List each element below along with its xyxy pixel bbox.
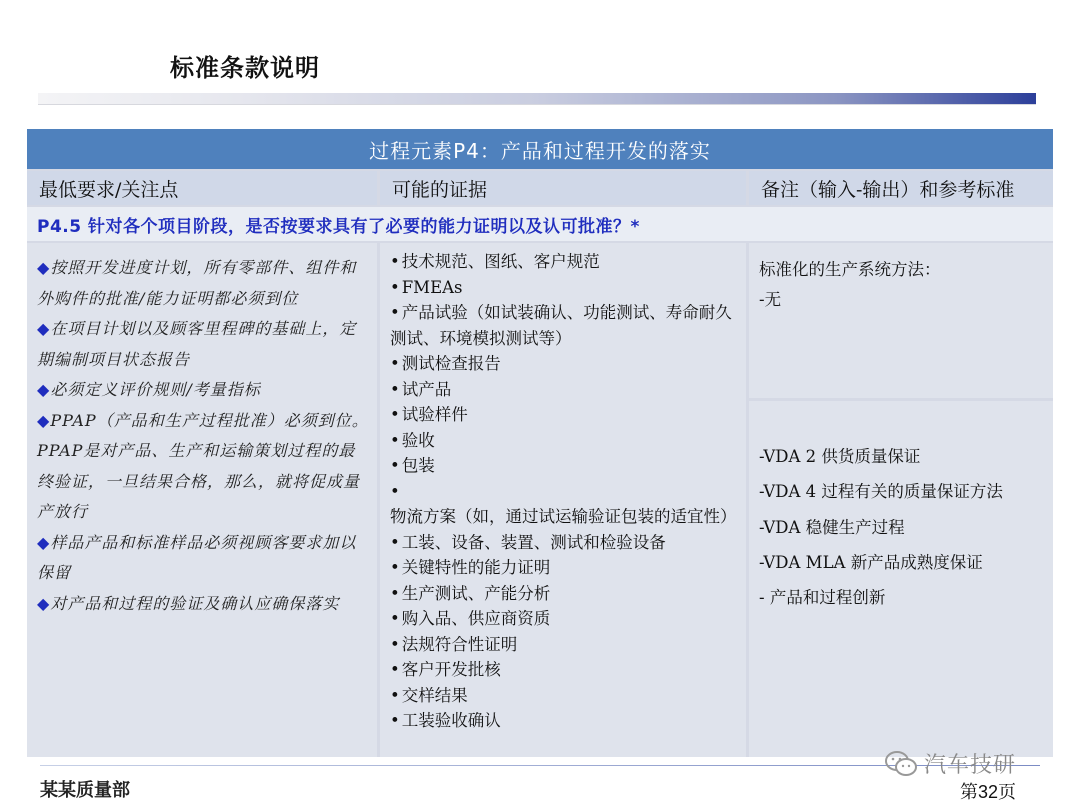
header-evidence: 可能的证据 [380, 171, 746, 205]
title-underline [38, 93, 1036, 105]
list-item: • 试验样件 [390, 405, 468, 424]
list-item: ◆必须定义评价规则/考量指标 [37, 380, 261, 399]
diamond-bullet-icon: ◆ [37, 410, 51, 430]
list-item: - 产品和过程创新 [759, 588, 886, 608]
evidence-cell [380, 243, 746, 757]
diamond-bullet-icon: ◆ [37, 593, 51, 613]
watermark-text: 汽车技研 [924, 753, 1017, 778]
list-item: • 试产品 [390, 379, 452, 399]
header-focus-points: 最低要求/关注点 [27, 171, 377, 205]
footer-department: 某某质量部 [40, 780, 130, 801]
list-item: • 交样结果 [390, 685, 468, 705]
list-item: • 技术规范、图纸、客户规范 [390, 252, 600, 271]
list-item: ◆样品产品和标准样品必须视顾客要求加以保留 [37, 532, 357, 582]
requirement-row: P4.5 针对各个项目阶段，是否按要求具有了必要的能力证明以及认可批准？* [27, 207, 1053, 241]
list-item: •物流方案（如，通过试运输验证包装的适宜性） [390, 481, 737, 526]
list-item: -VDA 2 供货质量保证 [759, 447, 921, 466]
list-item: • 关键特性的能力证明 [390, 558, 551, 577]
list-item: • 客户开发批核 [390, 660, 501, 679]
list-item: • FMEAs [390, 277, 463, 297]
list-item: • 生产测试、产能分析 [390, 583, 551, 603]
notes-line: -无 [759, 290, 782, 309]
list-item: ◆在项目计划以及顾客里程碑的基础上，定期编制项目状态报告 [37, 319, 357, 369]
list-item: • 法规符合性证明 [390, 634, 518, 654]
diamond-bullet-icon: ◆ [37, 258, 51, 277]
list-item: • 购入品、供应商资质 [390, 609, 551, 628]
list-item: • 测试检查报告 [390, 354, 501, 373]
header-notes: 备注（输入-输出）和参考标准 [749, 171, 1053, 205]
notes-cell [749, 243, 1053, 398]
list-item: -VDA MLA 新产品成熟度保证 [759, 552, 983, 572]
list-item: ◆按照开发进度计划，所有零部件、组件和外购件的批准/能力证明都必须到位 [37, 258, 357, 308]
standards-cell [749, 401, 1053, 757]
criteria-table [27, 129, 1053, 757]
list-item: • 工装、设备、装置、测试和检验设备 [390, 532, 666, 552]
diamond-bullet-icon: ◆ [37, 319, 51, 338]
wechat-icon [884, 750, 918, 778]
page-number: 第32页 [960, 782, 1017, 802]
list-item: • 产品试验（如试装确认、功能测试、寿命耐久测试、环境模拟测试等） [390, 303, 732, 348]
list-item: • 包装 [390, 456, 435, 475]
list-item: -VDA 稳健生产过程 [759, 517, 905, 537]
list-item: • 工装验收确认 [390, 711, 501, 730]
notes-line: 标准化的生产系统方法： [759, 260, 941, 279]
table-banner: 过程元素P4：产品和过程开发的落实 [27, 129, 1053, 169]
focus-points-cell [27, 243, 377, 757]
diamond-bullet-icon: ◆ [37, 532, 51, 552]
page-title: 标准条款说明 [170, 54, 320, 82]
list-item: • 验收 [390, 430, 435, 450]
list-item: ◆PPAP（产品和生产过程批准）必须到位。PPAP是对产品、生产和运输策划过程的最终验证，一旦结果合格，那么，就将促成量产放行 [37, 410, 369, 521]
list-item: ◆对产品和过程的验证及确认应确保落实 [37, 593, 340, 613]
watermark [884, 748, 1016, 779]
diamond-bullet-icon: ◆ [37, 380, 51, 399]
list-item: -VDA 4 过程有关的质量保证方法 [759, 482, 1003, 502]
